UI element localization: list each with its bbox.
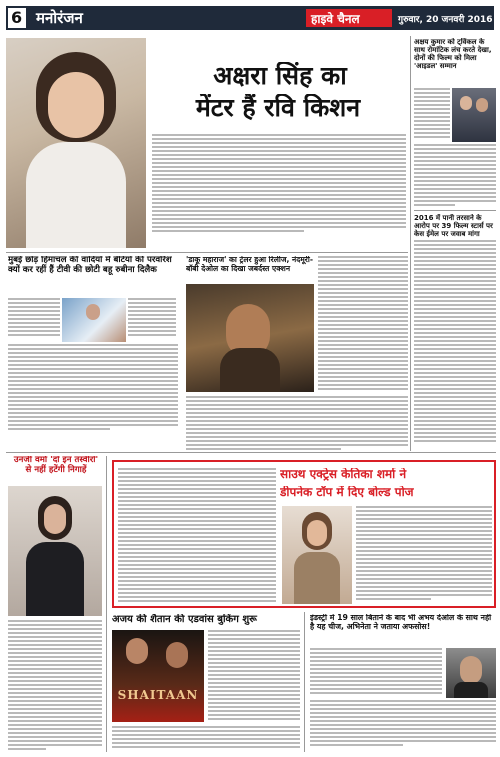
right-mid-headline: 2016 में पानी तरसाने के आरोप पर 39 फिल्म स्टार्स पर केस ईमेल पर जवाब मांगा [414,214,493,239]
lead-headline-2: मेंटर हैं रवि किशन [195,94,361,122]
rubina-headline: मुंबई छोड़ हिमाचल की वादियों में बेटियों की परवरिश क्यों कर रहीं हैं टीवी की छोटी बहू रुबीना दिलैक [8,256,172,275]
couple-photo [452,88,496,142]
column-divider-3 [304,612,305,752]
issue-date: गुरुवार, 20 जनवरी 2016 [398,15,493,25]
shaitaan-body-right [208,630,300,722]
shaitaan-headline: अजय की शैतान की एडवांस बुकिंग शुरू [112,614,257,625]
row-separator-2 [6,452,496,453]
daaku-photo [186,284,314,392]
feature-body-left [118,468,276,604]
lead-photo [6,38,146,248]
column-divider [410,36,411,451]
rubina-body-left [8,298,60,338]
shaitaan-poster [112,630,204,722]
page-number-text: 6 [11,8,23,27]
paper-name: हाइवे चैनल [311,12,360,26]
poster-title: SHAITAAN [117,688,199,702]
right-top-headline: अक्षय कुमार को ट्विंकल के साथ रोमांटिक लंच करते देखा, दोनों की फिल्म को मिला 'आइडल' सम्मान [414,38,492,71]
daaku-body-bottom [186,396,408,452]
daaku-headline: 'डाकू महाराज' का ट्रेलर हुआ रिलीज, नंदमूरी-बॉबी देओल का दिखा जबर्दस्त एक्शन [186,256,314,273]
section-title: मनोरंजन [36,9,83,27]
lead-body-text [152,134,406,234]
left-bottom-body [8,620,102,752]
rubina-body-right [128,298,176,338]
right-top-body-2 [414,144,496,208]
feature-photo [282,506,352,604]
left-bottom-headline: उनजी वर्मा 'दो इन तस्वीरों' से नहीं हटेंगी निगाहें [13,456,99,475]
column-divider-2 [106,456,107,752]
masthead [6,6,494,30]
daaku-body-right [318,256,408,392]
right-separator [414,210,496,211]
abhay-body-top [310,648,442,696]
feature-headline-2: डीपनेक टॉप में दिए बोल्ड पोज [280,486,414,499]
abhay-headline: इंडस्ट्री में 19 साल बिताने के बाद भी अभय देओल के साथ नहीं है यह चीज, अभिनेता ने जताया अफसोस! [310,614,492,631]
rubina-photo [62,298,126,342]
abhay-photo [446,648,496,698]
shaitaan-body-bottom [112,726,300,750]
abhay-body-bottom [310,700,496,748]
left-bottom-photo [8,486,102,616]
lead-headline-1: अक्षरा सिंह का [213,62,347,90]
rubina-body-bottom [8,344,178,432]
feature-headline-1: साउथ एक्ट्रेस केतिका शर्मा ने [280,468,407,481]
right-mid-body [414,240,496,444]
feature-body-right [356,506,492,602]
right-top-body [414,88,450,140]
row-separator [6,252,408,253]
